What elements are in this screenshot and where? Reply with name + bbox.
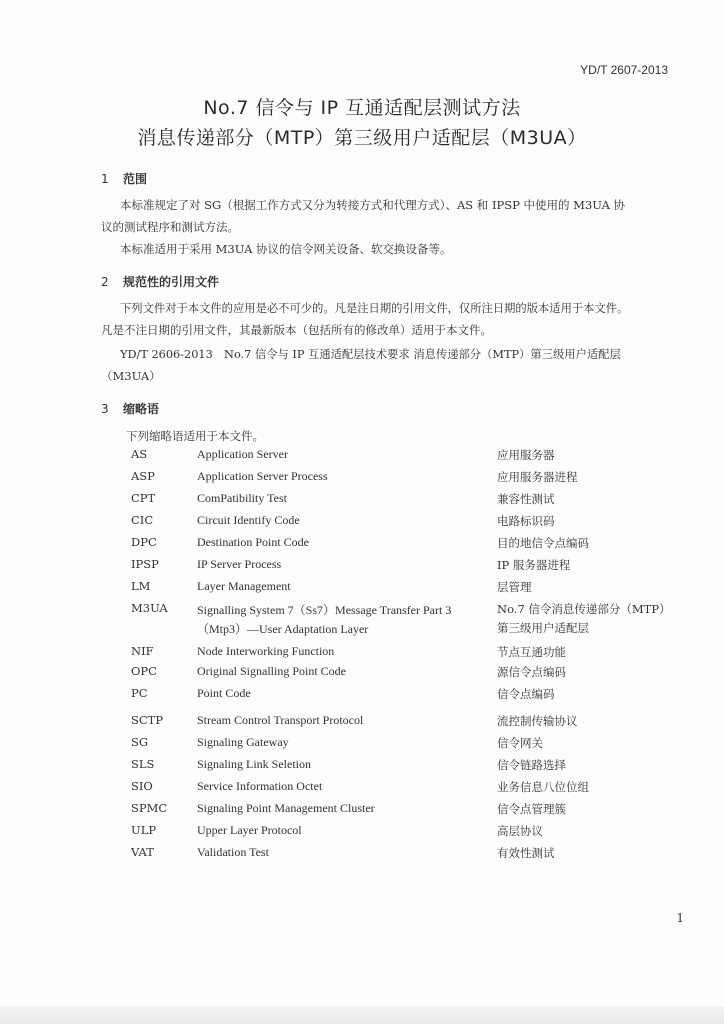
abbreviation-row	[131, 579, 691, 599]
abbreviation-english: Circuit Identify Code	[197, 513, 300, 527]
abbreviation-row	[131, 491, 691, 511]
section-1-heading	[101, 170, 147, 187]
abbreviation-english: Signaling Gateway	[197, 735, 289, 749]
abbreviation-english: Application Server	[197, 447, 288, 461]
abbreviation-english: Original Signalling Point Code	[197, 664, 346, 678]
abbreviation-chinese: 信令链路选择	[497, 758, 566, 772]
abbreviation-chinese: 信令点编码	[497, 687, 555, 701]
abbreviation-term: SLS	[131, 757, 155, 771]
abbreviation-term: SIO	[131, 779, 153, 793]
section-title: 缩略语	[123, 402, 160, 416]
abbreviation-english: IP Server Process	[197, 557, 282, 571]
abbreviation-english: Destination Point Code	[197, 535, 309, 549]
abbreviation-chinese: 源信令点编码	[497, 665, 566, 679]
abbreviation-chinese: 流控制传输协议	[497, 714, 578, 728]
section-2-heading	[101, 273, 219, 290]
abbreviation-term: ULP	[131, 823, 157, 837]
section-number: 3	[101, 402, 109, 416]
abbreviations-intro: 下列缩略语适用于本文件。	[126, 429, 264, 443]
abbreviation-row	[131, 601, 691, 621]
abbreviation-english: Signaling Point Management Cluster	[197, 801, 375, 815]
abbreviation-term: SPMC	[131, 801, 168, 815]
abbreviation-row	[131, 535, 691, 555]
abbreviation-row	[131, 620, 691, 640]
abbreviation-row	[131, 757, 691, 777]
abbreviation-row	[131, 644, 691, 664]
abbreviation-english: Point Code	[197, 686, 251, 700]
abbreviation-chinese: 应用服务器	[497, 448, 555, 462]
abbreviation-chinese: 兼容性测试	[497, 492, 555, 506]
abbreviation-chinese: 应用服务器进程	[497, 470, 578, 484]
abbreviation-chinese: 信令点管理簇	[497, 802, 566, 816]
abbreviation-term: NIF	[131, 644, 154, 658]
abbreviation-english: Upper Layer Protocol	[197, 823, 302, 837]
abbreviation-english: Signalling System 7（Ss7）Message Transfer Part 3	[197, 603, 452, 617]
abbreviation-term: SCTP	[131, 713, 164, 727]
abbreviation-chinese: 信令网关	[497, 736, 543, 750]
abbreviation-chinese: IP 服务器进程	[497, 558, 571, 572]
section-title: 范围	[123, 172, 148, 186]
document-title-line-1: No.7 信令与 IP 互通适配层测试方法	[203, 97, 521, 119]
reference-entry-line-1: YD/T 2606-2013 No.7 信令与 IP 互通适配层技术要求 消息传递部分（MTP）第三级用户适配层	[120, 348, 621, 361]
abbreviation-row	[131, 664, 691, 684]
abbreviation-row	[131, 779, 691, 799]
abbreviation-term: SG	[131, 735, 149, 749]
standard-code: YD/T 2607-2013	[580, 63, 668, 77]
abbreviation-term: CPT	[131, 491, 156, 505]
abbreviation-english: （Mtp3）—User Adaptation Layer	[197, 622, 369, 636]
document-title-line-2: 消息传递部分（MTP）第三级用户适配层（M3UA）	[137, 127, 587, 149]
abbreviation-row	[131, 713, 691, 733]
abbreviation-english: Node Interworking Function	[197, 644, 335, 658]
abbreviation-row	[131, 513, 691, 533]
abbreviation-row	[131, 823, 691, 843]
abbreviation-term: PC	[131, 686, 148, 700]
abbreviation-english: Service Information Octet	[197, 779, 323, 793]
abbreviation-chinese: 层管理	[497, 580, 532, 594]
section-title: 规范性的引用文件	[123, 275, 220, 289]
section-2-paragraph-line-1: 下列文件对于本文件的应用是必不可少的。凡是注日期的引用文件，仅所注日期的版本适用于本文件。	[120, 302, 629, 315]
abbreviation-chinese: 目的地信令点编码	[497, 536, 589, 550]
abbreviation-english: Validation Test	[197, 845, 269, 859]
abbreviation-row	[131, 845, 691, 865]
abbreviation-chinese: No.7 信令消息传递部分（MTP）	[497, 602, 671, 616]
abbreviation-row	[131, 686, 691, 706]
abbreviation-term: ASP	[131, 469, 155, 483]
section-3-heading	[101, 400, 159, 417]
reference-entry-line-2: （M3UA）	[101, 369, 161, 383]
abbreviation-english: Layer Management	[197, 579, 291, 593]
abbreviation-chinese: 节点互通功能	[497, 645, 566, 659]
abbreviation-term: CIC	[131, 513, 154, 527]
abbreviation-term: OPC	[131, 664, 157, 678]
abbreviation-row	[131, 735, 691, 755]
section-number: 2	[101, 275, 109, 289]
abbreviation-chinese: 有效性测试	[497, 846, 555, 860]
section-1-paragraph-1-line-2: 议的测试程序和测试方法。	[101, 220, 239, 234]
abbreviation-chinese: 第三级用户适配层	[497, 621, 589, 635]
abbreviation-chinese: 电路标识码	[497, 514, 555, 528]
abbreviation-row	[131, 557, 691, 577]
scan-bottom-edge	[0, 1006, 724, 1024]
abbreviation-chinese: 业务信息八位位组	[497, 780, 589, 794]
abbreviation-row	[131, 469, 691, 489]
section-2-paragraph-line-2: 凡是不注日期的引用文件，其最新版本（包括所有的修改单）适用于本文件。	[101, 323, 492, 337]
abbreviation-term: LM	[131, 579, 151, 593]
abbreviation-term: VAT	[131, 845, 154, 859]
abbreviation-term: DPC	[131, 535, 157, 549]
abbreviation-english: Stream Control Transport Protocol	[197, 713, 364, 727]
abbreviation-row	[131, 447, 691, 467]
abbreviation-row	[131, 801, 691, 821]
abbreviation-chinese: 高层协议	[497, 824, 543, 838]
section-1-paragraph-2: 本标准适用于采用 M3UA 协议的信令网关设备、软交换设备等。	[120, 242, 452, 256]
abbreviation-english: Signaling Link Seletion	[197, 757, 311, 771]
abbreviation-english: Application Server Process	[197, 469, 328, 483]
section-number: 1	[101, 172, 109, 186]
abbreviation-english: ComPatibility Test	[197, 491, 287, 505]
page-number: 1	[676, 911, 684, 925]
abbreviation-term: M3UA	[131, 601, 168, 615]
abbreviation-term: AS	[131, 447, 148, 461]
section-1-paragraph-1-line-1: 本标准规定了对 SG（根据工作方式又分为转接方式和代理方式）、AS 和 IPSP 中使用的 M3UA 协	[120, 198, 626, 212]
abbreviation-term: IPSP	[131, 557, 159, 571]
